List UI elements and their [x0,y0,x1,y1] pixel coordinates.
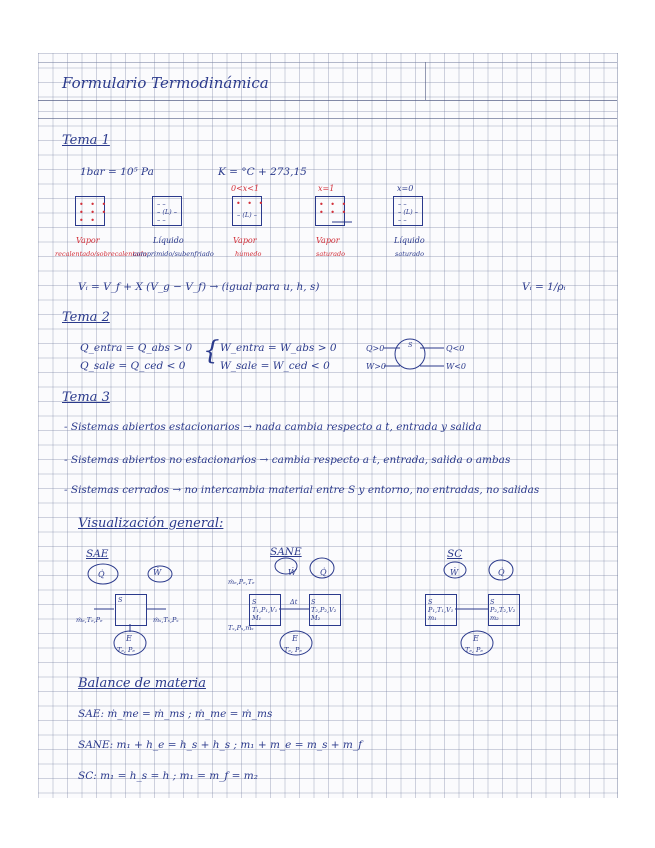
specific-volume-formula: Vᵢ = 1/ρᵢ [522,281,566,293]
sae-work: Ẇ [153,568,162,577]
heat-in-rule: Q_entra = Q_abs > 0 [80,342,193,354]
sae-title: SAE [86,548,109,560]
sc-env-sub: Tₑ, Pₑ [465,646,483,654]
sane-title: SANE [270,546,302,558]
sae-env: E [126,634,132,643]
state-3-top: 0<x<1 [231,184,260,193]
balance-sae: SAE: ṁ_me = ṁ_ms ; ṁ_me = ṁ_ms [78,708,273,720]
state-4-label: Vapor [316,236,340,245]
heat-out-rule: Q_sale = Q_ced < 0 [80,360,186,372]
sane-work: Ẇ [288,568,297,577]
work-out-rule: W_sale = W_ced < 0 [220,360,330,372]
state-5-sub: saturado [395,250,425,258]
state-1-label: Vapor [76,236,100,245]
quality-formula: Vᵢ = V_f + X (V_g − V_f) → (igual para u, h, s) [78,281,320,293]
tema3-heading: Tema 3 [62,390,110,405]
state-5-top: x=0 [397,184,414,193]
tema3-line-2: - Sistemas abiertos no estacionarios → cambia respecto a t, entrada, salida o ambas [64,454,511,466]
balance-heading: Balance de materia [78,676,206,691]
bar-conversion: 1bar = 10⁵ Pa [80,166,154,178]
sane-heat: Q̇ [320,568,327,577]
work-in-rule: W_entra = W_abs > 0 [220,342,337,354]
state-3-sub: húmedo [235,250,262,258]
sane-env: E [292,634,298,643]
sc-title: SC [447,548,463,560]
state-2-sub: comprimido/subenfriado [133,250,214,258]
tema3-line-3: - Sistemas cerrados → no intercambia material entre S y entorno, no entradas, no salidas [64,484,540,496]
tema2-heading: Tema 2 [62,310,110,325]
sc-work: Ẇ [450,568,459,577]
balance-sc: SC: m₁ = h_s = h ; m₁ = m_f = m₂ [78,770,258,782]
tema1-heading: Tema 1 [62,133,110,148]
kelvin-conversion: K = °C + 273,15 [218,166,307,178]
balance-sane: SANE: m₁ + h_e = h_s + h_s ; m₁ + m_e = m_s + m_f [78,739,363,751]
state-5-label: Líquido [394,236,425,245]
sc-heat: Q̇ [498,568,505,577]
sae-env-sub: Tₑ, Pₑ [117,646,135,654]
state-4-top: x=1 [318,184,335,193]
sc-env: E [473,634,479,643]
visualization-heading: Visualización general: [78,516,224,531]
page-title: Formulario Termodinámica [62,74,269,92]
state-4-sub: saturado [316,250,346,258]
state-3-label: Vapor [233,236,257,245]
state-1-sub: recalentado/sobrecalentado [55,250,147,258]
sae-heat: Q̇ [98,570,105,579]
sane-env-sub: Tₑ, Pₑ [284,646,302,654]
brace: { [203,336,220,366]
state-2-label: Líquido [153,236,184,245]
tema3-line-1: - Sistemas abiertos estacionarios → nada cambia respecto a t, entrada y salida [64,421,482,433]
